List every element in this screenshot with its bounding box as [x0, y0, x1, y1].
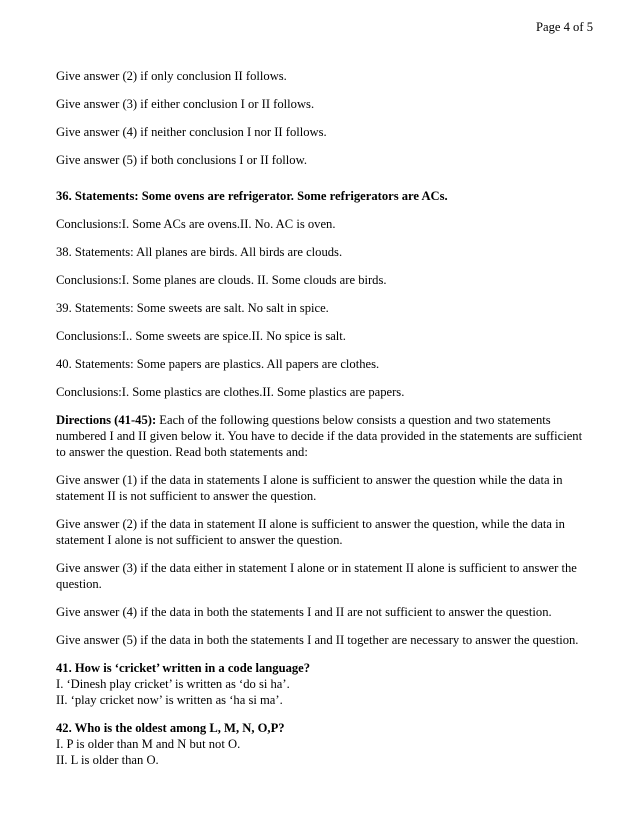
- question-41: [56, 660, 586, 708]
- answer-option-5: Give answer (5) if the data in both the statements I and II together are necessary to answer the question.: [56, 633, 579, 647]
- question-42-statement-2: II. L is older than O.: [56, 753, 159, 767]
- question-38-conclusions: Conclusions:I. Some planes are clouds. II. Some clouds are birds.: [56, 273, 387, 287]
- question-40-statement: 40. Statements: Some papers are plastics. All papers are clothes.: [56, 357, 380, 371]
- instruction-answer-4: Give answer (4) if neither conclusion I nor II follows.: [56, 125, 327, 139]
- answer-option-2: Give answer (2) if the data in statement II alone is sufficient to answer the question, while the data in statement I alone is not sufficient to answer the question.: [56, 517, 565, 547]
- question-36-statement: 36. Statements: Some ovens are refrigerator. Some refrigerators are ACs.: [56, 189, 448, 203]
- question-41-statement-2: II. ‘play cricket now’ is written as ‘ha si ma’.: [56, 693, 283, 707]
- question-36-conclusions: Conclusions:I. Some ACs are ovens.II. No. AC is oven.: [56, 217, 336, 231]
- answer-option-1: Give answer (1) if the data in statements I alone is sufficient to answer the question while the data in statement II is not sufficient to answer the question.: [56, 473, 563, 503]
- question-42: [56, 720, 586, 768]
- question-42-title: 42. Who is the oldest among L, M, N, O,P?: [56, 721, 285, 735]
- question-41-title: 41. How is ‘cricket’ written in a code language?: [56, 661, 311, 675]
- answer-option-4: Give answer (4) if the data in both the statements I and II are not sufficient to answer the question.: [56, 605, 552, 619]
- question-39-statement: 39. Statements: Some sweets are salt. No salt in spice.: [56, 301, 329, 315]
- answer-option-3: Give answer (3) if the data either in statement I alone or in statement II alone is sufficient to answer the question.: [56, 561, 577, 591]
- question-39-conclusions: Conclusions:I.. Some sweets are spice.II. No spice is salt.: [56, 329, 346, 343]
- question-40-conclusions: Conclusions:I. Some plastics are clothes.II. Some plastics are papers.: [56, 385, 405, 399]
- page-number: Page 4 of 5: [535, 20, 593, 34]
- directions-paragraph: [56, 412, 586, 460]
- directions-text: Each of the following questions below consists a question and two statements numbered I and II given below it. You have to decide if the data provided in the statements are sufficient to answer the question. Read both statements and:: [56, 413, 583, 459]
- question-41-statement-1: I. ‘Dinesh play cricket’ is written as ‘do si ha’.: [56, 677, 290, 691]
- instruction-answer-3: Give answer (3) if either conclusion I or II follows.: [56, 97, 315, 111]
- question-38-statement: 38. Statements: All planes are birds. All birds are clouds.: [56, 245, 343, 259]
- instruction-answer-2: Give answer (2) if only conclusion II follows.: [56, 69, 287, 83]
- instruction-answer-5: Give answer (5) if both conclusions I or II follow.: [56, 153, 307, 167]
- document-body: [56, 68, 586, 780]
- directions-label: Directions (41-45):: [56, 413, 157, 427]
- question-42-statement-1: I. P is older than M and N but not O.: [56, 737, 241, 751]
